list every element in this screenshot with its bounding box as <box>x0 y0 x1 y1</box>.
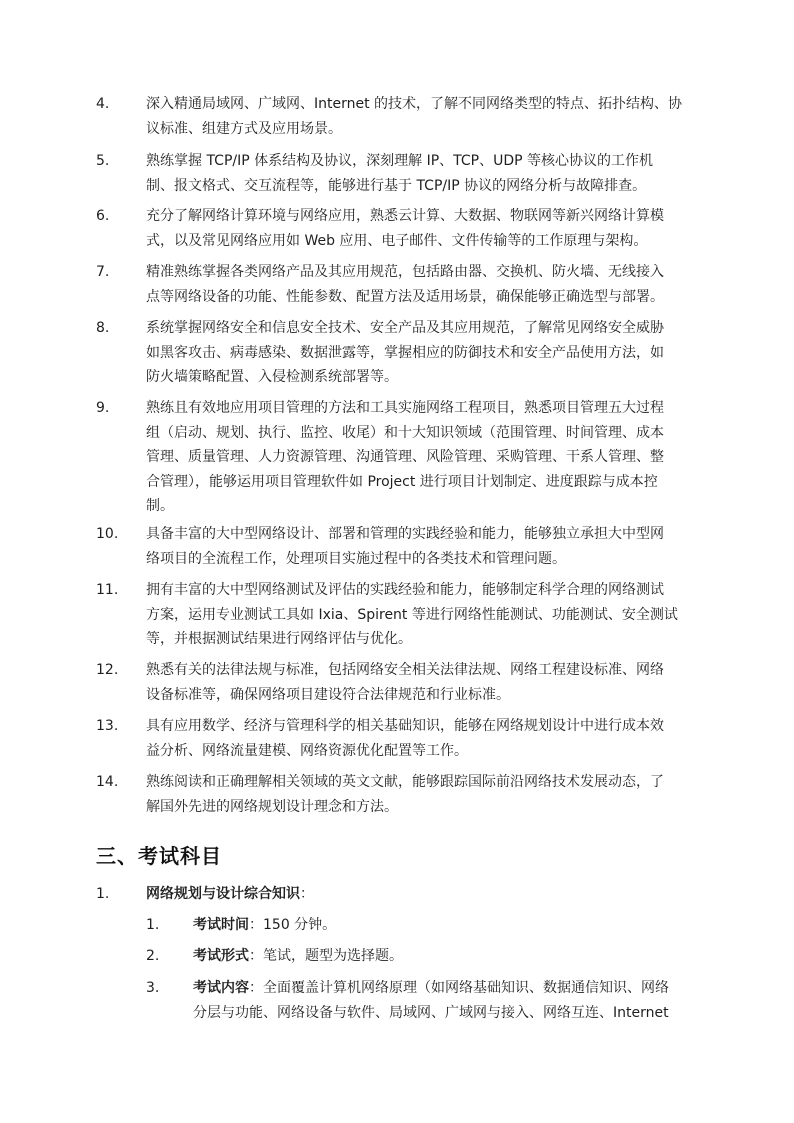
list-text: 深入精通局域网、广域网、Internet 的技术，了解不同网络类型的特点、拓扑结构、协 议标准、组建方式及应用场景。 <box>146 96 683 137</box>
list-text: 熟悉有关的法律法规与标准，包括网络安全相关法律法规、网络工程建设标准、网络 设备标准等，确保网络项目建设符合法律规范和行业标准。 <box>146 662 664 703</box>
list-item <box>96 260 700 309</box>
list-number: 9. <box>96 400 110 416</box>
list-text: 熟练且有效地应用项目管理的方法和工具实施网络工程项目，熟悉项目管理五大过程 组（启动、规划、执行、监控、收尾）和十大知识领域（范围管理、时间管理、成本 管理、质量管理、人力资源管理、沟通管理、风险管理、采购管理、干系人管理、整 合管理），能够运用项目管理软件如 Project 进行项目计划制定、进度跟踪与成本控 制。 <box>146 400 664 514</box>
list-number: 8. <box>96 320 110 336</box>
list-number: 7. <box>96 264 110 280</box>
list-number: 12. <box>96 662 119 678</box>
list-text: 拥有丰富的大中型网络测试及评估的实践经验和能力，能够制定科学合理的网络测试 方案，运用专业测试工具如 Ixia、Spirent 等进行网络性能测试、功能测试、安全测试 等，并根据测试结果进行网络评估与优化。 <box>146 582 678 647</box>
detail-number: 3. <box>146 980 160 996</box>
detail-label: 考试内容 <box>193 980 249 996</box>
list-item <box>96 92 700 141</box>
list-number: 14. <box>96 774 119 790</box>
subject-title: 网络规划与设计综合知识 <box>146 886 300 902</box>
list-item <box>96 149 700 198</box>
section-heading: 三、考试科目 <box>96 844 222 868</box>
subject-item <box>96 882 700 907</box>
list-item <box>96 770 700 819</box>
subject-text <box>146 882 700 907</box>
detail-number: 1. <box>146 917 160 933</box>
list-item <box>96 714 700 763</box>
subject-colon: ： <box>300 886 314 902</box>
list-number: 13. <box>96 718 119 734</box>
detail-item <box>146 976 700 1025</box>
list-text: 熟练阅读和正确理解相关领域的英文文献，能够跟踪国际前沿网络技术发展动态，了 解国外先进的网络规划设计理念和方法。 <box>146 774 664 815</box>
list-number: 10. <box>96 526 119 542</box>
list-item <box>96 316 700 390</box>
detail-text: 考试内容：全面覆盖计算机网络原理（如网络基础知识、数据通信知识、网络 分层与功能、网络设备与软件、局域网、广域网与接入、网络互连、Internet <box>193 980 669 1021</box>
detail-number: 2. <box>146 948 160 964</box>
subject-number: 1. <box>96 886 110 902</box>
list-item <box>96 522 700 571</box>
detail-label: 考试形式 <box>193 948 249 964</box>
list-item <box>96 578 700 652</box>
detail-item <box>146 944 700 969</box>
list-number: 6. <box>96 208 110 224</box>
list-number: 4. <box>96 96 110 112</box>
list-text: 充分了解网络计算环境与网络应用，熟悉云计算、大数据、物联网等新兴网络计算模 式，以及常见网络应用如 Web 应用、电子邮件、文件传输等的工作原理与架构。 <box>146 208 664 249</box>
list-text: 系统掌握网络安全和信息安全技术、安全产品及其应用规范，了解常见网络安全威胁 如黑客攻击、病毒感染、数据泄露等，掌握相应的防御技术和安全产品使用方法，如 防火墙策略配置、入侵检测系统部署等。 <box>146 320 664 385</box>
list-number: 5. <box>96 153 110 169</box>
detail-label: 考试时间 <box>193 917 249 933</box>
list-text: 具备丰富的大中型网络设计、部署和管理的实践经验和能力，能够独立承担大中型网 络项目的全流程工作，处理项目实施过程中的各类技术和管理问题。 <box>146 526 664 567</box>
list-text: 精准熟练掌握各类网络产品及其应用规范，包括路由器、交换机、防火墙、无线接入 点等网络设备的功能、性能参数、配置方法及适用场景，确保能够正确选型与部署。 <box>146 264 664 305</box>
detail-text: 考试时间：150 分钟。 <box>193 917 337 933</box>
list-number: 11. <box>96 582 119 598</box>
list-item <box>96 204 700 253</box>
list-text: 熟练掌握 TCP/IP 体系结构及协议，深刻理解 IP、TCP、UDP 等核心协议的工作机 制、报文格式、交互流程等，能够进行基于 TCP/IP 协议的网络分析与故障排查。 <box>146 153 654 194</box>
list-text: 具有应用数学、经济与管理科学的相关基础知识，能够在网络规划设计中进行成本效 益分析、网络流量建模、网络资源优化配置等工作。 <box>146 718 664 759</box>
detail-text: 考试形式：笔试，题型为选择题。 <box>193 948 403 964</box>
list-item <box>96 658 700 707</box>
list-item <box>96 396 700 519</box>
detail-item <box>146 913 700 938</box>
